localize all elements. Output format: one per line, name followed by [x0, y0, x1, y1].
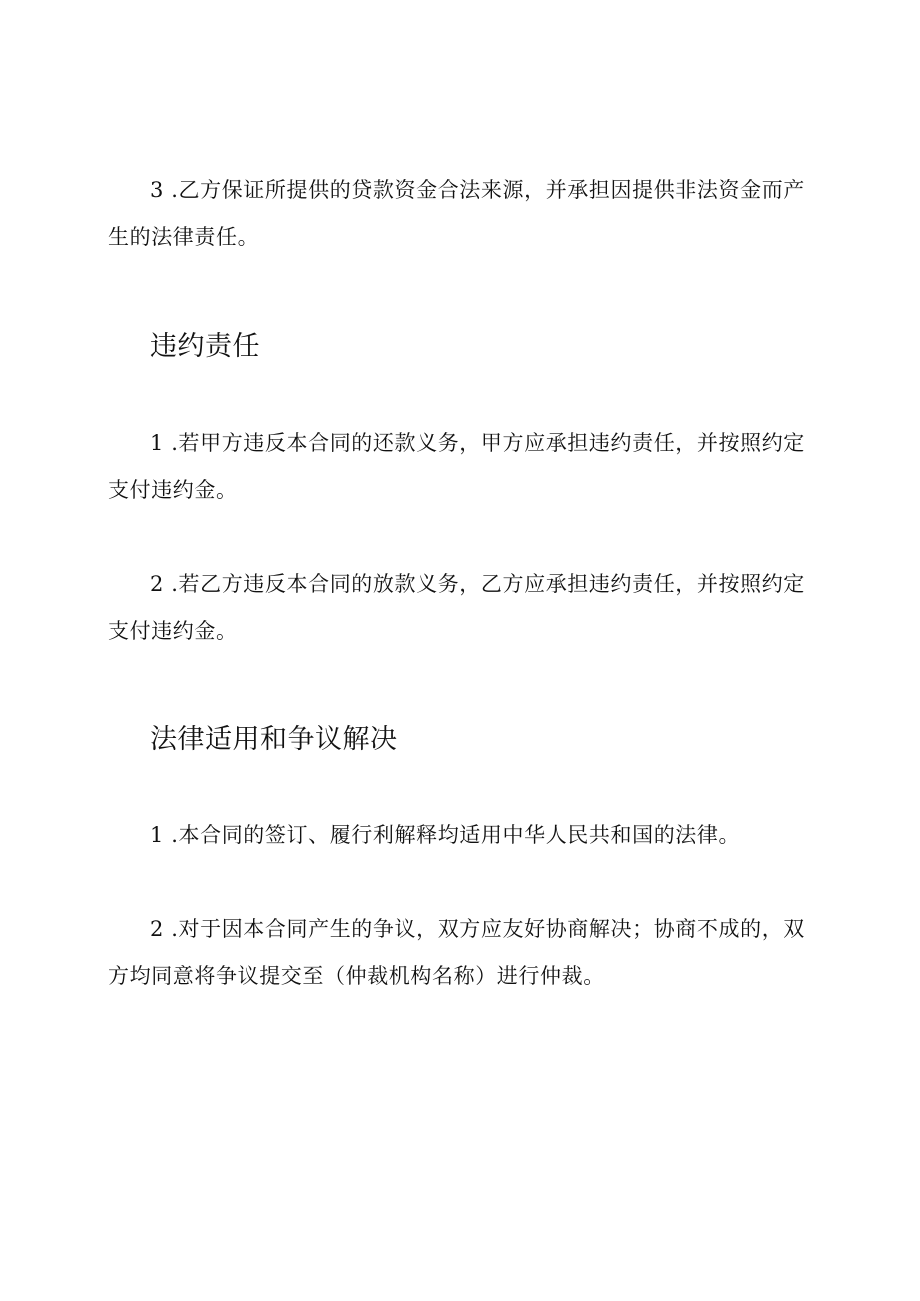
breach-liability-heading: 违约责任	[150, 331, 260, 362]
governing-law-heading: 法律适用和争议解决	[150, 724, 398, 755]
lender-funds-clause-3: 3 .乙方保证所提供的贷款资金合法来源，并承担因提供非法资金而产生的法律责任。	[108, 178, 805, 249]
breach-clause-2: 2 .若乙方违反本合同的放款义务，乙方应承担违约责任，并按照约定支付违约金。	[108, 572, 805, 643]
governing-law-clause-1: 1 .本合同的签订、履行利解释均适用中华人民共和国的法律。	[150, 823, 741, 847]
breach-clause-1: 1 .若甲方违反本合同的还款义务，甲方应承担违约责任，并按照约定支付违约金。	[108, 431, 805, 502]
dispute-resolution-clause-2: 2 .对于因本合同产生的争议，双方应友好协商解决；协商不成的，双方均同意将争议提交至（仲裁机构名称）进行仲裁。	[108, 917, 805, 988]
